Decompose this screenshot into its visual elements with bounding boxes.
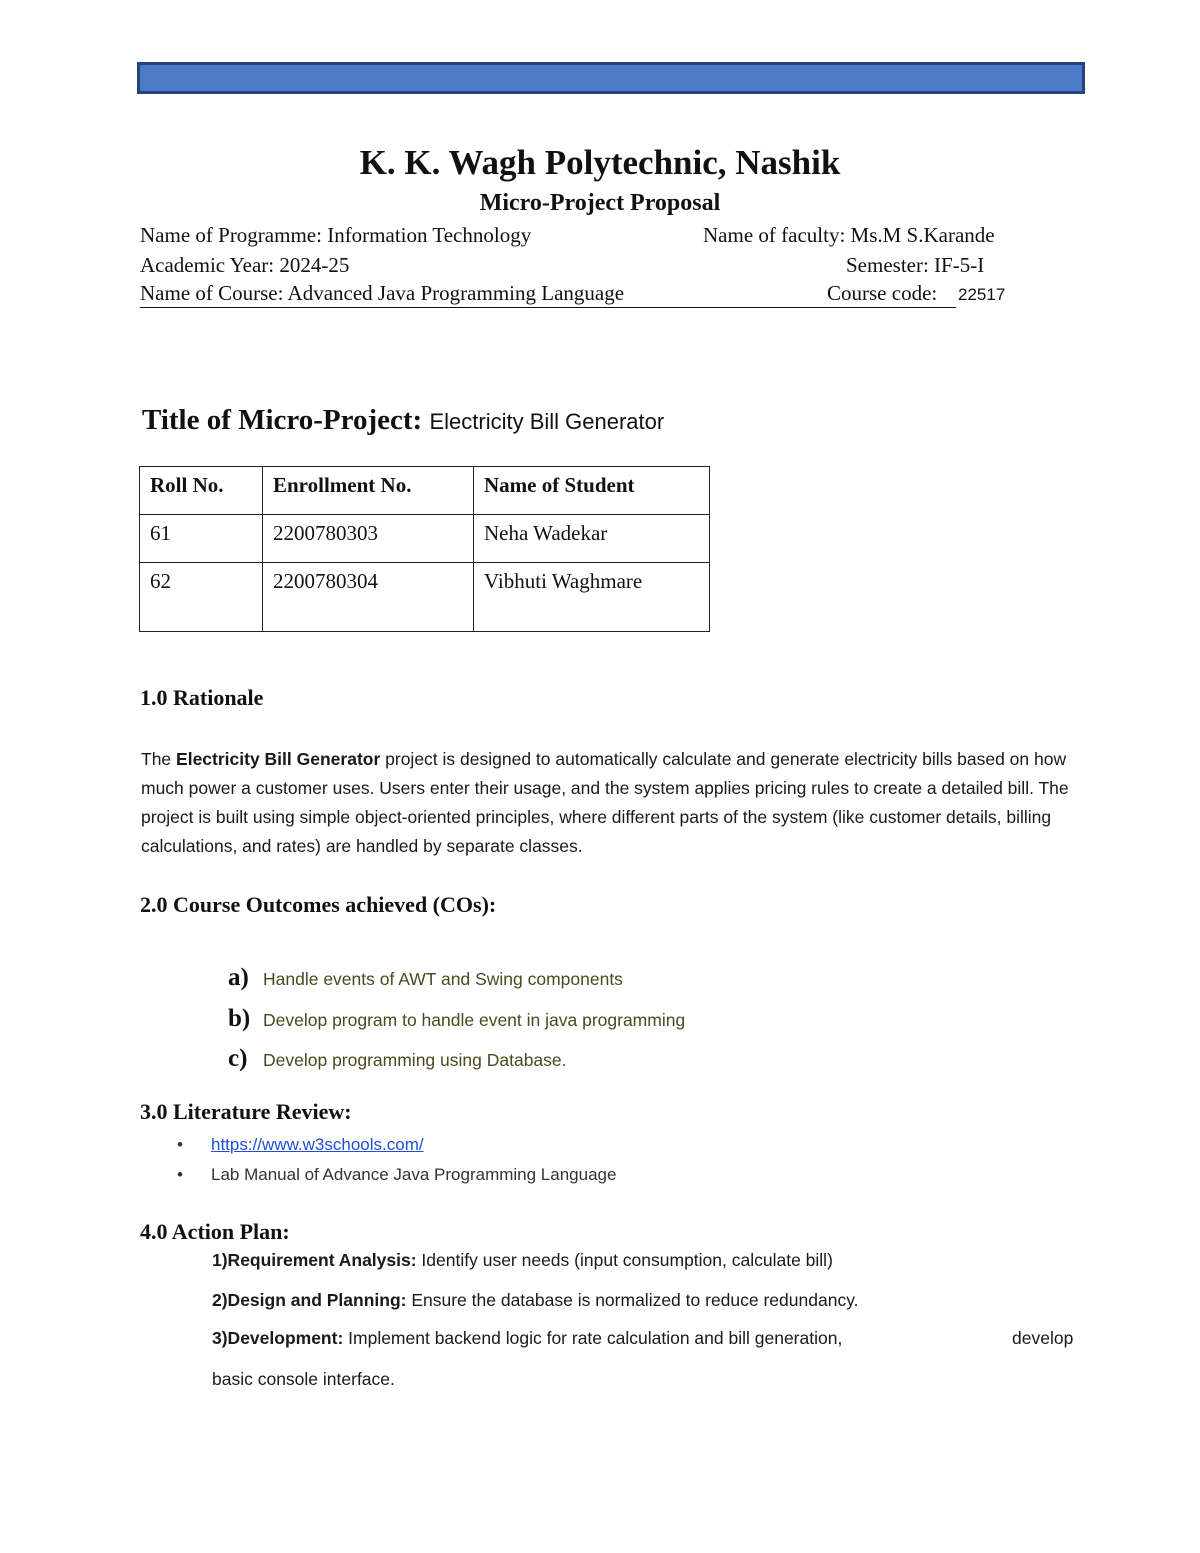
students-table	[139, 466, 710, 632]
outcome-item	[228, 1005, 685, 1033]
bullet-icon: •	[177, 1135, 183, 1154]
outcome-item	[228, 1045, 567, 1073]
course-code-value: 22517	[958, 285, 1006, 304]
table-row	[140, 515, 710, 563]
action-step-text: Implement backend logic for rate calculation and bill generation,	[343, 1328, 843, 1348]
action-step-tail: develop	[1012, 1328, 1074, 1348]
outcome-text: Develop programming using Database.	[263, 1050, 567, 1070]
rationale-intro: The	[141, 749, 177, 769]
literature-text: Lab Manual of Advance Java Programming Language	[211, 1165, 617, 1184]
cell-enrollment-no: 2200780303	[263, 515, 474, 563]
outcome-letter: b)	[228, 1005, 251, 1032]
document-title: Micro-Project Proposal	[479, 190, 721, 216]
action-step	[212, 1250, 833, 1271]
action-step-continuation: basic console interface.	[212, 1369, 395, 1389]
cell-student-name: Vibhuti Waghmare	[474, 563, 710, 632]
w3schools-link[interactable]: https://www.w3schools.com/	[211, 1135, 424, 1154]
header-enrollment-no: Enrollment No.	[263, 467, 474, 515]
semester-label: Semester: IF-5-I	[846, 253, 985, 277]
action-step-text: Identify user needs (input consumption, calculate bill)	[416, 1250, 833, 1270]
outcome-item	[228, 964, 623, 992]
table-header-row	[140, 467, 710, 515]
academic-year-label: Academic Year: 2024-25	[140, 253, 350, 277]
outcome-text: Handle events of AWT and Swing components	[263, 969, 623, 989]
bullet-icon: •	[177, 1165, 183, 1184]
action-step	[212, 1290, 859, 1311]
action-step-label: 2)Design and Planning:	[212, 1290, 407, 1310]
course-label: Name of Course: Advanced Java Programming Language	[140, 281, 625, 305]
outcome-letter: a)	[228, 964, 249, 991]
outcome-text: Develop program to handle event in java programming	[263, 1010, 686, 1030]
course-code-label: Course code:	[827, 281, 938, 305]
action-step-label: 1)Requirement Analysis:	[212, 1250, 417, 1270]
faculty-label: Name of faculty: Ms.M S.Karande	[703, 223, 995, 247]
cell-roll-no: 61	[140, 515, 263, 563]
literature-item	[177, 1165, 616, 1185]
rationale-body: project is designed to automatically calculate and generate electricity bills based on how much power a customer uses. Users enter their usage, and the system applies pricing rules to create a detailed bill. The project is built using simple object-oriented principles, where different parts of the system (like customer details, billing calculations, and rates) are handled by separate classes.	[141, 749, 1069, 856]
course-line	[140, 281, 956, 308]
rationale-term: Electricity Bill Generator	[176, 749, 381, 769]
outcomes-heading: 2.0 Course Outcomes achieved (COs):	[140, 892, 497, 917]
action-plan-heading: 4.0 Action Plan:	[140, 1219, 290, 1244]
header-student-name: Name of Student	[474, 467, 710, 515]
header-banner	[137, 62, 1085, 94]
micro-project-title-label: Title of Micro-Project:	[142, 404, 423, 436]
rationale-paragraph	[141, 745, 1086, 861]
header-roll-no: Roll No.	[140, 467, 263, 515]
action-step	[212, 1328, 842, 1349]
literature-heading: 3.0 Literature Review:	[140, 1099, 352, 1124]
cell-enrollment-no: 2200780304	[263, 563, 474, 632]
table-row	[140, 563, 710, 632]
cell-roll-no: 62	[140, 563, 263, 632]
micro-project-title	[142, 404, 664, 437]
cell-student-name: Neha Wadekar	[474, 515, 710, 563]
literature-item	[177, 1135, 424, 1155]
rationale-heading: 1.0 Rationale	[140, 685, 264, 710]
outcome-letter: c)	[228, 1045, 248, 1072]
programme-label: Name of Programme: Information Technology	[140, 223, 532, 247]
action-step-label: 3)Development:	[212, 1328, 344, 1348]
micro-project-title-value: Electricity Bill Generator	[429, 409, 665, 434]
institute-title: K. K. Wagh Polytechnic, Nashik	[359, 143, 841, 182]
action-step-text: Ensure the database is normalized to reduce redundancy.	[406, 1290, 859, 1310]
